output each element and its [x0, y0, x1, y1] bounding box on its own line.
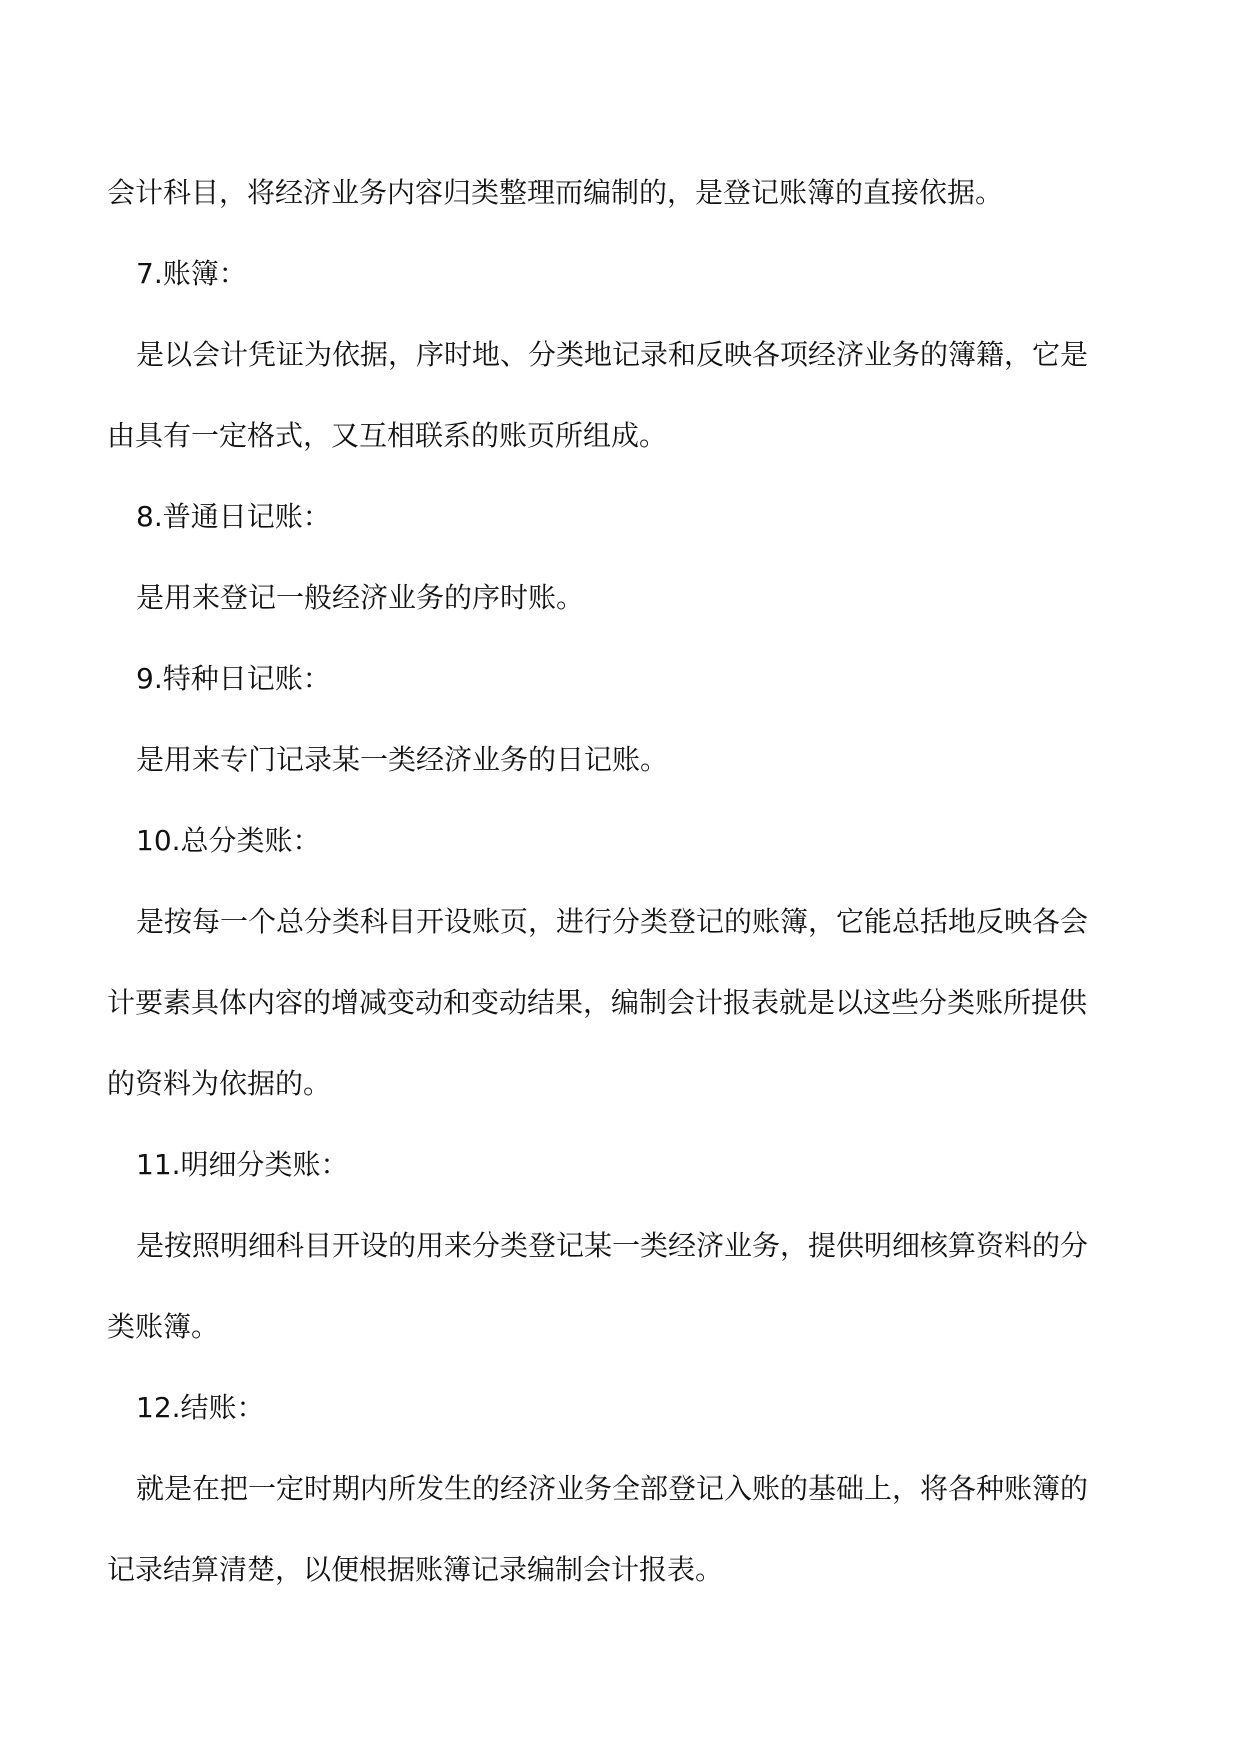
text-line: 是按照明细科目开设的用来分类登记某一类经济业务，提供明细核算资料的分	[136, 1229, 1089, 1262]
section-heading: 12.结账：	[136, 1391, 265, 1424]
text-line: 就是在把一定时期内所发生的经济业务全部登记入账的基础上，将各种账簿的	[136, 1472, 1089, 1505]
text-line: 会计科目，将经济业务内容归类整理而编制的，是登记账簿的直接依据。	[107, 176, 1004, 209]
section-heading: 9.特种日记账：	[136, 662, 331, 695]
text-line: 是以会计凭证为依据，序时地、分类地记录和反映各项经济业务的簿籍，它是	[136, 338, 1089, 371]
section-heading: 11.明细分类账：	[136, 1148, 349, 1181]
text-line: 是按每一个总分类科目开设账页，进行分类登记的账簿，它能总括地反映各会	[136, 905, 1089, 938]
text-line: 计要素具体内容的增减变动和变动结果，编制会计报表就是以这些分类账所提供	[107, 986, 1088, 1019]
text-line: 是用来专门记录某一类经济业务的日记账。	[136, 743, 669, 776]
section-heading: 10.总分类账：	[136, 824, 321, 857]
text-line: 由具有一定格式，又互相联系的账页所组成。	[107, 419, 668, 452]
text-line: 类账簿。	[107, 1310, 220, 1343]
section-heading: 7.账簿：	[136, 257, 247, 290]
text-line: 的资料为依据的。	[107, 1067, 332, 1100]
section-heading: 8.普通日记账：	[136, 500, 331, 533]
text-line: 记录结算清楚，以便根据账簿记录编制会计报表。	[107, 1553, 724, 1586]
text-line: 是用来登记一般经济业务的序时账。	[136, 581, 585, 614]
